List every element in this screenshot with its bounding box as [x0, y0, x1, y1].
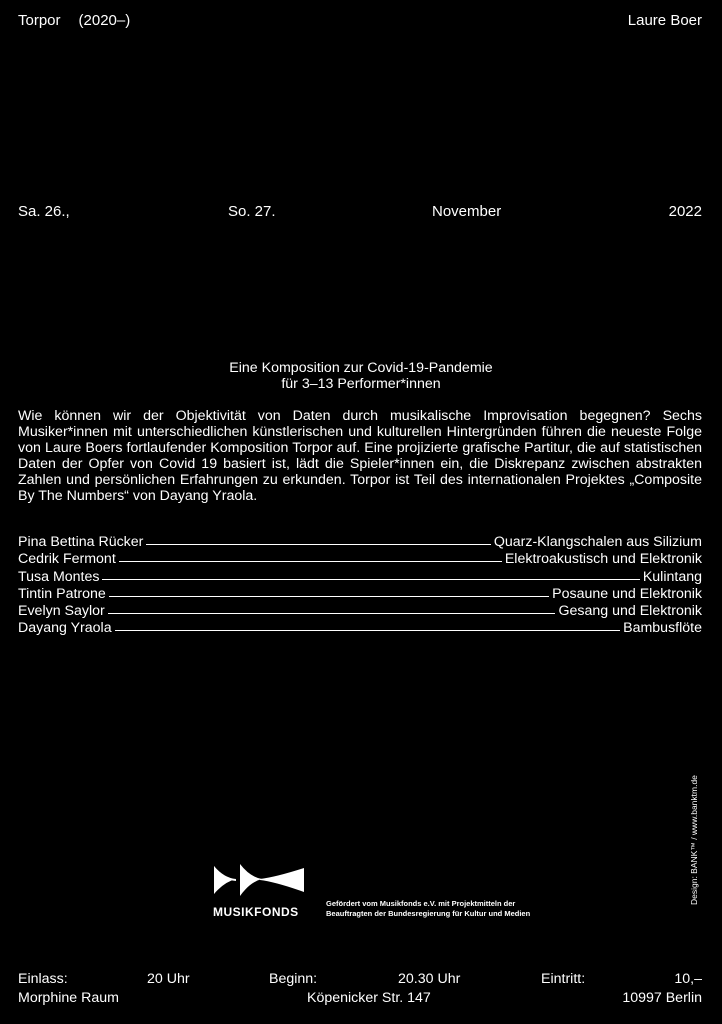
date-row [18, 203, 702, 221]
date-day2: So. 27. [228, 203, 276, 220]
venue: Morphine Raum [18, 990, 119, 1006]
performer-row [18, 586, 702, 603]
performer-instrument: Posaune und Elektronik [552, 585, 702, 602]
performer-name: Pina Bettina Rücker [18, 534, 144, 550]
performer-name: Cedrik Fermont [18, 551, 116, 568]
einlass-time: 20 Uhr [147, 971, 190, 987]
performer-instrument: Elektroakustisch und Elektronik [504, 551, 702, 568]
leader-line [146, 544, 490, 545]
performer-row [18, 534, 702, 551]
subtitle-line1: Eine Komposition zur Covid-19-Pandemie [229, 360, 493, 376]
subtitle [0, 360, 722, 392]
date-year: 2022 [668, 203, 702, 220]
performer-name: Dayang Yraola [18, 620, 112, 637]
street: Köpenicker Str. 147 [307, 990, 431, 1006]
leader-line [119, 561, 502, 562]
performer-row [18, 620, 702, 637]
musikfonds-logo-icon [212, 862, 306, 898]
eintritt-price: 10,– [674, 971, 702, 987]
title: Torpor [18, 12, 61, 29]
leader-line [108, 613, 556, 614]
design-credit: Design: BANK™ / www.banktm.de [689, 775, 699, 905]
performer-name: Tintin Patrone [18, 585, 106, 602]
leader-line [115, 630, 621, 631]
leader-line [109, 596, 549, 597]
eintritt-label: Eintritt: [541, 971, 586, 987]
header-title [18, 12, 130, 30]
funding-line2: Beauftragten der Bundesregierung für Kultur und Medien [326, 909, 531, 918]
funding-note [326, 899, 556, 919]
performer-list [18, 534, 702, 638]
subtitle-line2: für 3–13 Performer*innen [281, 376, 441, 392]
performer-row [18, 569, 702, 586]
performer-name: Tusa Montes [18, 568, 100, 585]
description: Wie können wir der Objektivität von Daten durch musikalische Improvisation begegnen? Sechs Musiker*innen mit unterschiedlichen künstlerischen und kulturellen Hintergründen führen die neueste Folge von Laure Boers fortlaufender Komposition Torpor auf. Eine projizierte grafische Partitur, die auf statistischen Daten der Opfer von Covid 19 basiert ist, lädt die Spieler*innen ein, die Diskrepanz zwischen abstrakten Zahlen und persönlichen Erfahrungen zu erkunden. Torpor ist Teil des internationalen Projektes „Composite By The Numbers“ von Dayang Yraola. [18, 408, 702, 504]
performer-instrument: Bambusflöte [623, 620, 702, 637]
performer-instrument: Gesang und Elektronik [558, 603, 702, 620]
beginn-time: 20.30 Uhr [398, 971, 461, 987]
footer-info [18, 971, 702, 1011]
beginn-label: Beginn: [269, 971, 318, 987]
performer-row [18, 551, 702, 568]
einlass-label: Einlass: [18, 971, 68, 987]
date-day1: Sa. 26., [18, 203, 70, 220]
years: (2020–) [78, 12, 131, 29]
artist-name: Laure Boer [627, 12, 702, 29]
performer-instrument: Kulintang [642, 568, 702, 585]
performer-instrument: Quarz-Klangschalen aus Silizium [493, 534, 702, 550]
performer-name: Evelyn Saylor [18, 603, 105, 620]
date-month: November [432, 203, 502, 220]
leader-line [102, 579, 639, 580]
city: 10997 Berlin [622, 990, 702, 1006]
musikfonds-label: MUSIKFONDS [213, 905, 299, 919]
performer-row [18, 603, 702, 620]
funding-line1: Gefördert vom Musikfonds e.V. mit Projektmitteln der [326, 899, 516, 908]
